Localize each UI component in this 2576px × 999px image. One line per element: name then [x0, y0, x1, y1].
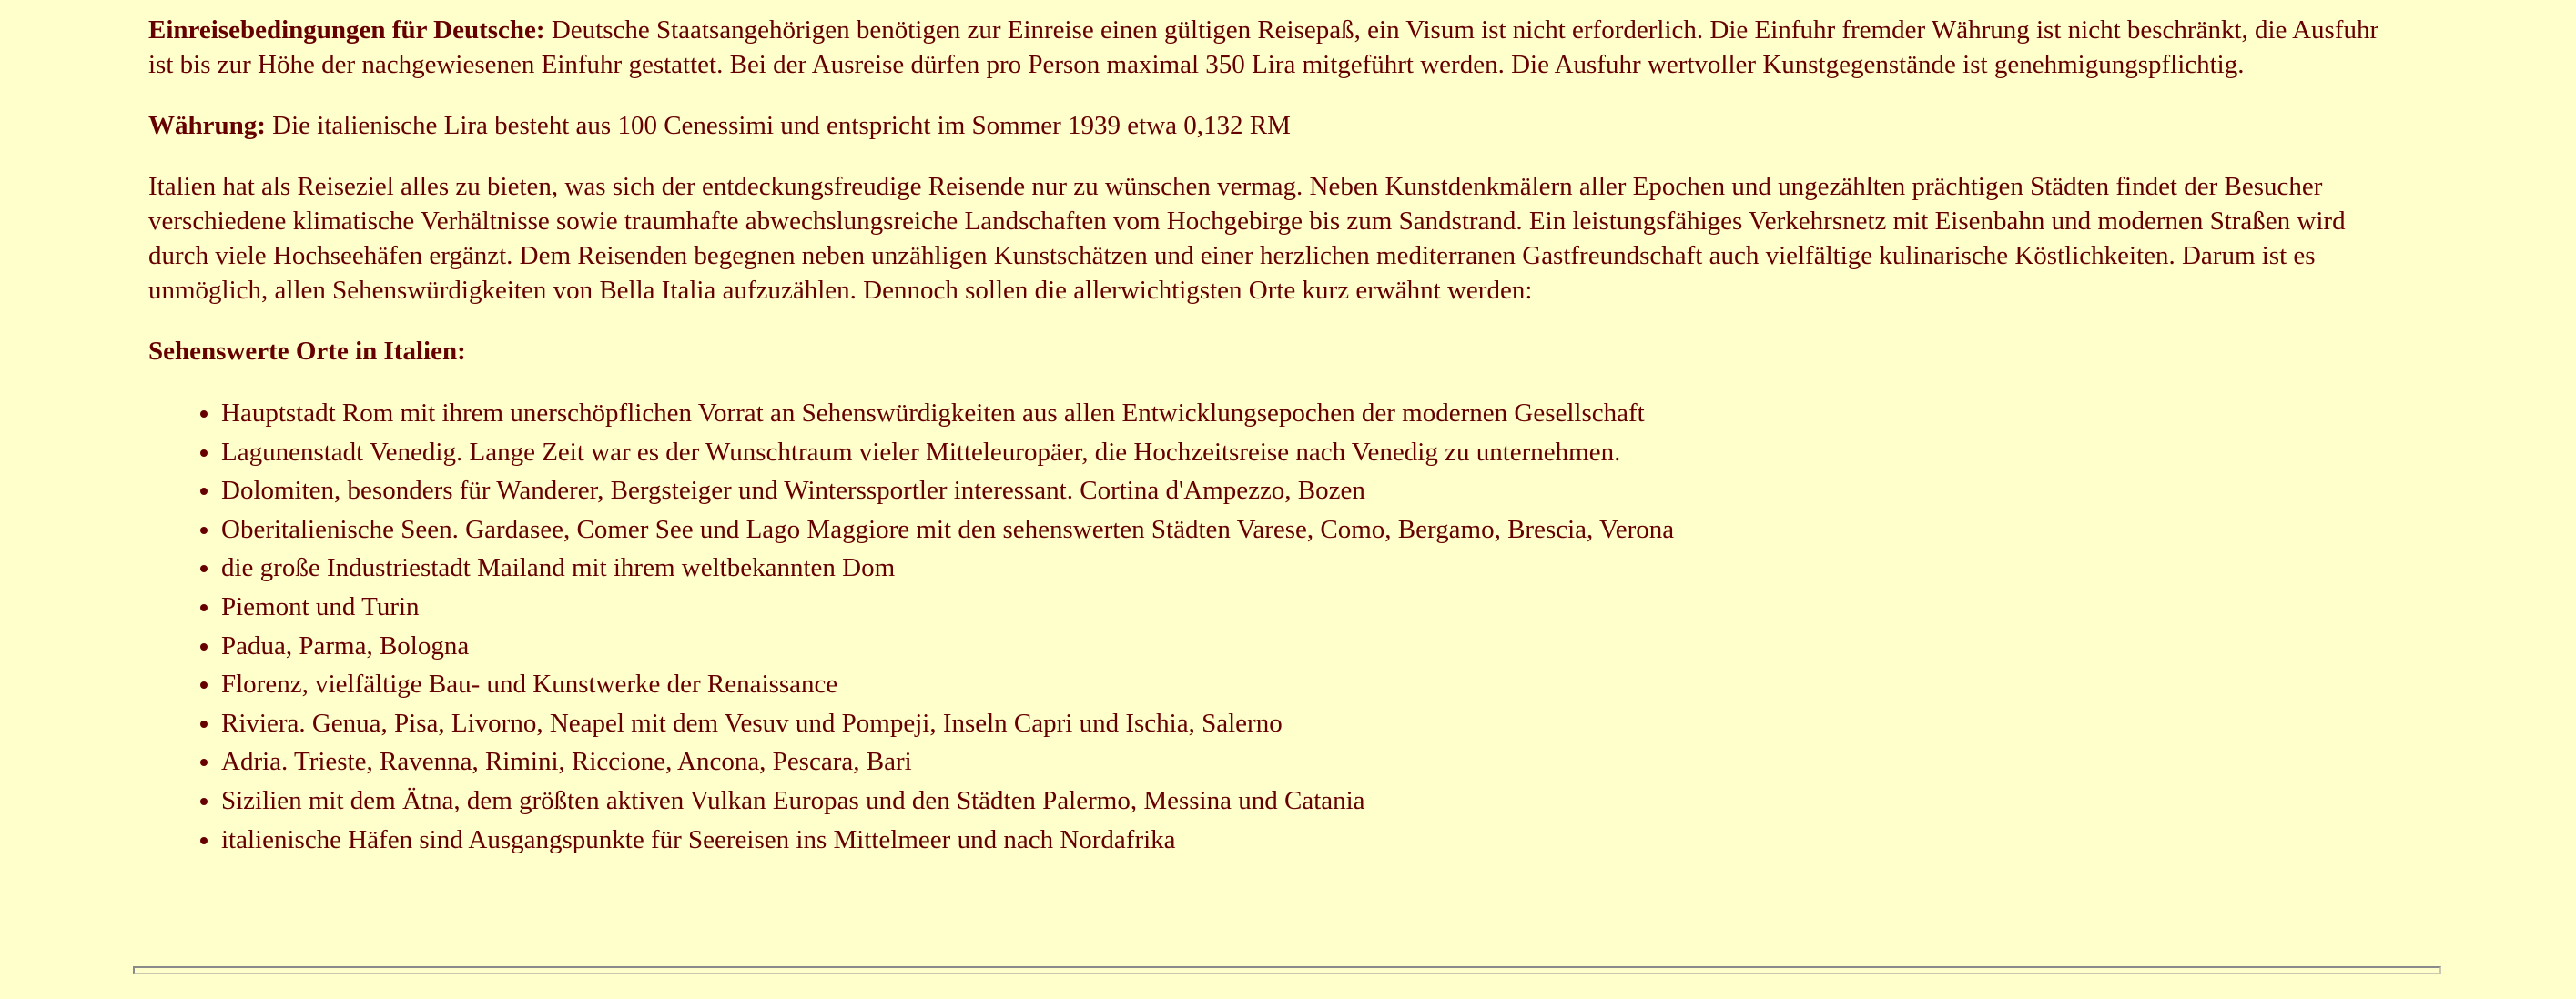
page-content — [148, 13, 2406, 859]
entry-requirements-label: Einreisebedingungen für Deutsche: — [148, 15, 545, 45]
list-item: • die große Industriestadt Mailand mit ihrem weltbekannten Dom — [221, 549, 2406, 588]
entry-requirements-paragraph — [148, 13, 2406, 82]
list-item: • Florenz, vielfältige Bau- und Kunstwerke der Renaissance — [221, 665, 2406, 704]
list-item: • Riviera. Genua, Pisa, Livorno, Neapel mit dem Vesuv und Pompeji, Inseln Capri und Ischia, Salerno — [221, 704, 2406, 743]
list-item: • Oberitalienische Seen. Gardasee, Comer See und Lago Maggiore mit den sehenswerten Städten Varese, Como, Bergamo, Brescia, Verona — [221, 510, 2406, 550]
currency-text: Die italienische Lira besteht aus 100 Cenessimi und entspricht im Sommer 1939 etwa 0,132 RM — [265, 111, 1291, 140]
list-item: • Hauptstadt Rom mit ihrem unerschöpflichen Vorrat an Sehenswürdigkeiten aus allen Entwicklungsepochen der modernen Gesellschaft — [221, 394, 2406, 433]
sights-list — [148, 394, 2406, 859]
currency-label: Währung: — [148, 111, 266, 140]
list-item: • Padua, Parma, Bologna — [221, 627, 2406, 666]
list-item: • Adria. Trieste, Ravenna, Rimini, Riccione, Ancona, Pescara, Bari — [221, 742, 2406, 782]
sights-heading — [148, 334, 2406, 368]
currency-paragraph — [148, 108, 2406, 143]
sights-heading-text: Sehenswerte Orte in Italien: — [148, 337, 466, 366]
list-item: • Lagunenstadt Venedig. Lange Zeit war es der Wunschtraum vieler Mitteleuropäer, die Hochzeitsreise nach Venedig zu unternehmen. — [221, 433, 2406, 472]
list-item: • italienische Häfen sind Ausgangspunkte für Seereisen ins Mittelmeer und nach Nordafrika — [221, 821, 2406, 860]
list-item: • Sizilien mit dem Ätna, dem größten aktiven Vulkan Europas und den Städten Palermo, Messina und Catania — [221, 782, 2406, 821]
list-item: • Dolomiten, besonders für Wanderer, Bergsteiger und Winterssportler interessant. Cortina d'Ampezzo, Bozen — [221, 471, 2406, 510]
list-item: • Piemont und Turin — [221, 588, 2406, 627]
intro-paragraph: Italien hat als Reiseziel alles zu bieten, was sich der entdeckungsfreudige Reisende nur zu wünschen vermag. Neben Kunstdenkmälern aller Epochen und ungezählten prächtigen Städten findet der Besucher verschiedene klimatische Verhältnisse sowie traumhafte abwechslungsreiche Landschaften vom Hochgebirge bis zum Sandstrand. Ein leistungsfähiges Verkehrsnetz mit Eisenbahn und modernen Straßen wird durch viele Hochseehäfen ergänzt. Dem Reisenden begegnen neben unzähligen Kunstschätzen und einer herzlichen mediterranen Gastfreundschaft auch vielfältige kulinarische Köstlichkeiten. Darum ist es unmöglich, allen Sehenswürdigkeiten von Bella Italia aufzuzählen. Dennoch sollen die allerwichtigsten Orte kurz erwähnt werden: — [148, 172, 2346, 305]
entry-requirements-text: Deutsche Staatsangehörigen benötigen zur Einreise einen gültigen Reisepaß, ein Visum ist nicht erforderlich. Die Einfuhr fremder Währung ist nicht beschränkt, die Ausfuhr ist bis zur Höhe der nachgewiesenen Einfuhr gestattet. Bei der Ausreise dürfen pro Person maximal 350 Lira mitgeführt werden. Die Ausfuhr wertvoller Kunstgegenstände ist genehmigungspflichtig. — [148, 15, 2379, 79]
horizontal-rule — [133, 966, 2441, 974]
